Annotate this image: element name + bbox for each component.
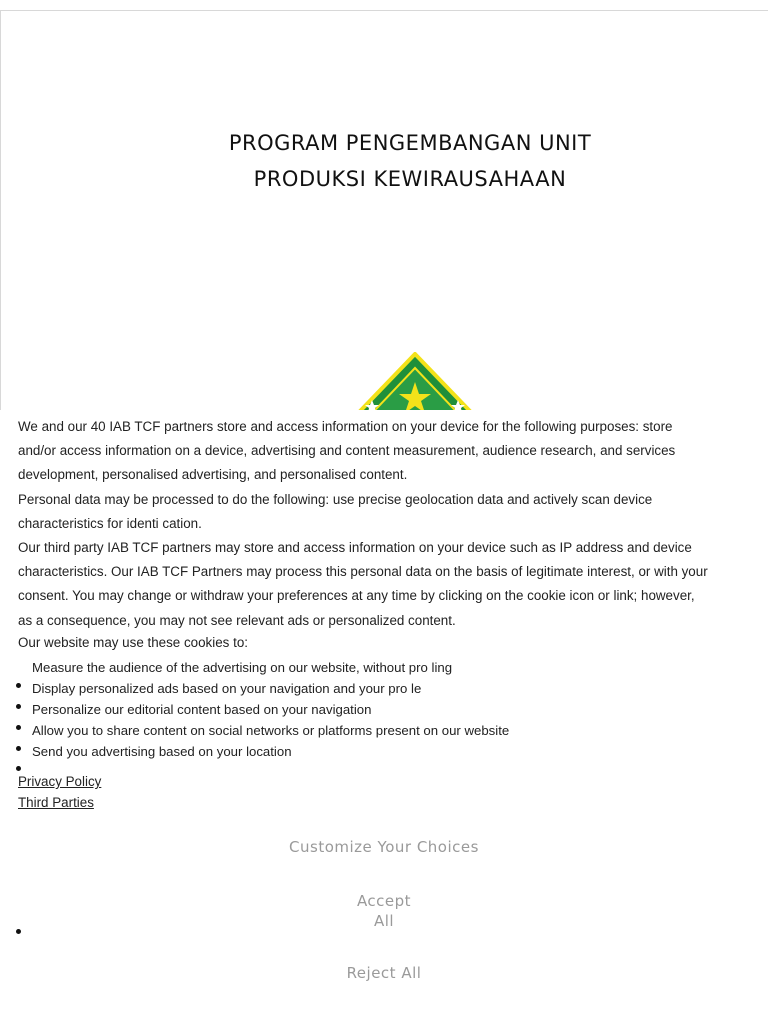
accept-label-line-1: Accept: [356, 892, 412, 910]
title-line-2: PRODUKSI KEWIRAUSAHAAN: [253, 167, 567, 191]
document-title: [0, 125, 768, 197]
list-item: Send you advertising based on your location: [32, 743, 292, 759]
customize-choices-button[interactable]: Customize Your Choices: [289, 838, 479, 856]
consent-purposes-text: We and our 40 IAB TCF partners store and access information on your device for the following purposes: store and/or access information on a device, advertising and content measurement, audience research, and services development, personalised advertising, and personalised content.: [18, 419, 676, 483]
accept-all-button[interactable]: [0, 891, 768, 931]
bullet-dot: [16, 725, 21, 730]
bullet-dot: [16, 683, 21, 688]
bullet-dot: [16, 704, 21, 709]
list-item: Personalize our editorial content based on your navigation: [32, 701, 372, 717]
bullet-dot: [16, 766, 21, 771]
privacy-policy-link[interactable]: Privacy Policy: [18, 774, 102, 789]
bullet-dot: [16, 746, 21, 751]
document-preview: [0, 10, 768, 410]
consent-cookies-intro: Our website may use these cookies to:: [18, 634, 248, 650]
cookie-purposes-list: [0, 657, 768, 762]
consent-processing-text: Personal data may be processed to do the following: use precise geolocation data and actively scan device characteristics for identi cation.: [18, 491, 653, 531]
cookie-consent-panel: [0, 410, 768, 1024]
list-item: Allow you to share content on social networks or platforms present on our website: [32, 722, 510, 738]
third-parties-link[interactable]: Third Parties: [18, 795, 94, 810]
title-line-1: PROGRAM PENGEMBANGAN UNIT: [228, 131, 592, 155]
accept-label-line-2: All: [373, 912, 395, 930]
list-item: Display personalized ads based on your navigation and your pro le: [32, 680, 422, 696]
school-logo: [340, 352, 490, 410]
consent-partners-text: Our third party IAB TCF partners may store and access information on your device such as IP address and device characteristics. Our IAB TCF Partners may process this personal data on the basis of legitimate interest, or with your consent. You may change or withdraw your preferences at any time by clicking on the cookie icon or link; however, as a consequence, you may not see relevant ads or personalized content.: [18, 540, 708, 628]
list-item: Measure the audience of the advertising on our website, without pro ling: [32, 659, 453, 675]
reject-all-button[interactable]: Reject All: [346, 964, 422, 982]
